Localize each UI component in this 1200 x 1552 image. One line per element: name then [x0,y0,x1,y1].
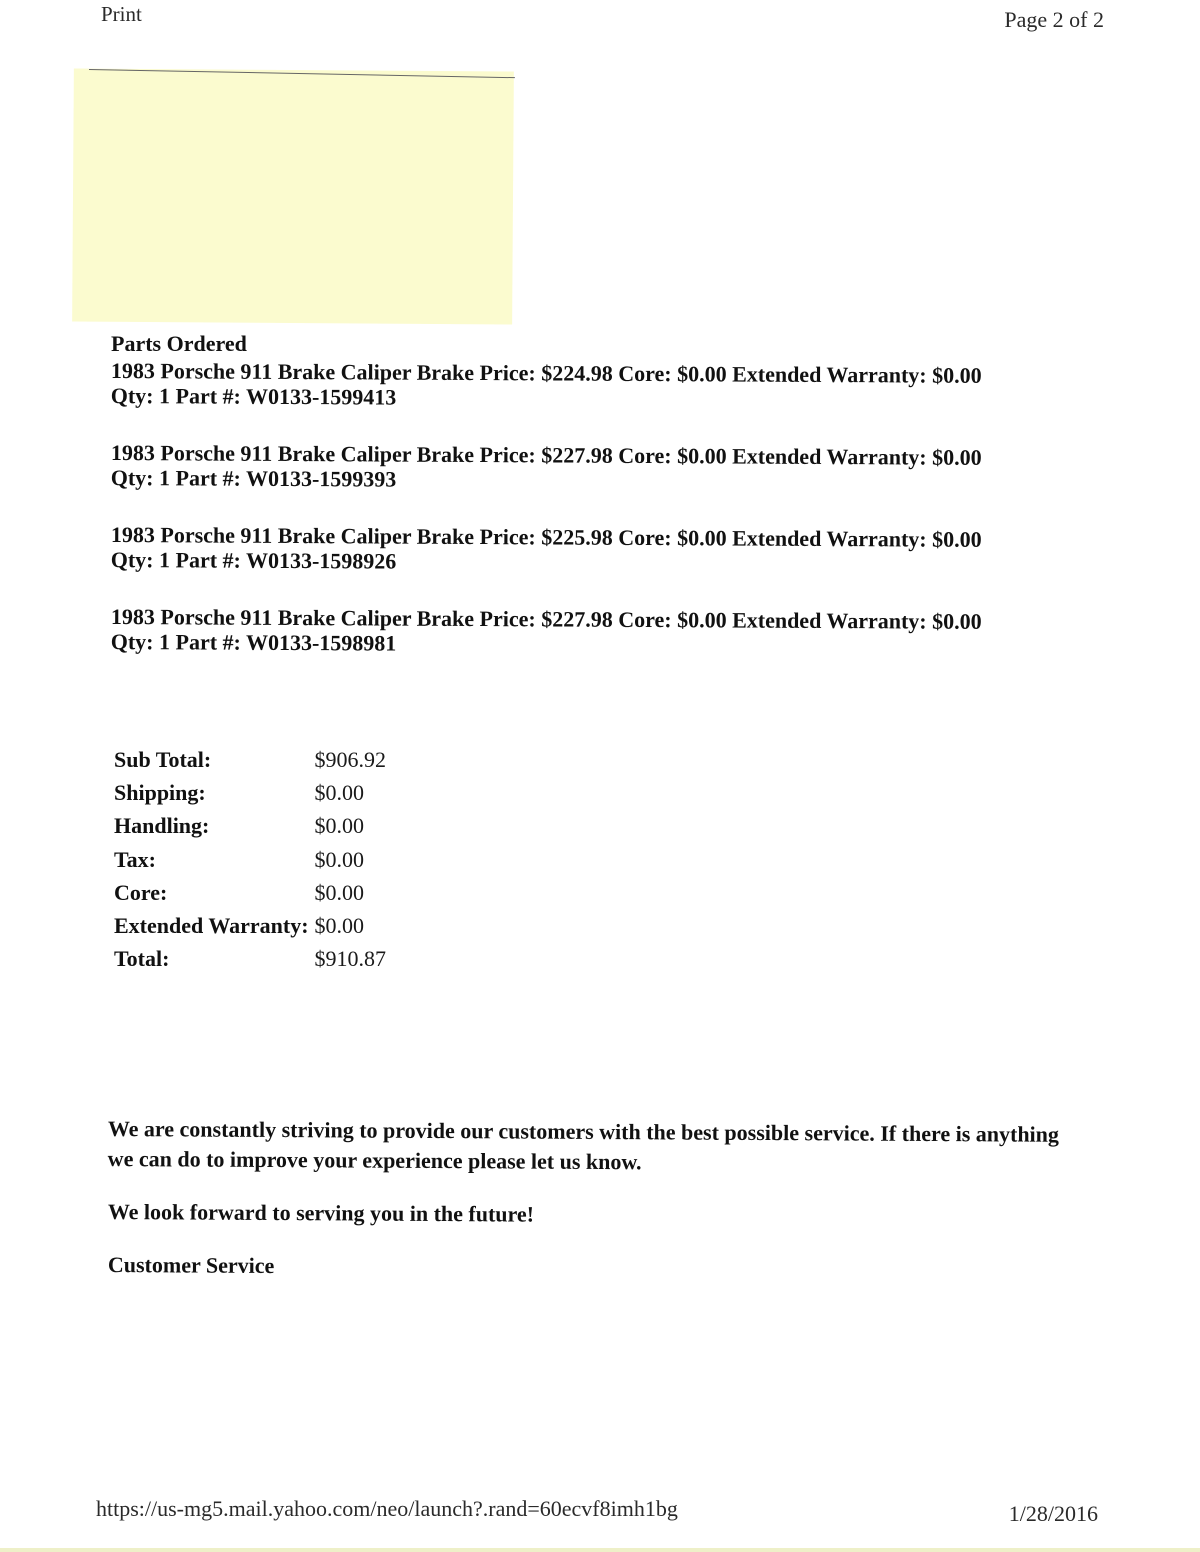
shipping-row [114,776,386,809]
closing-message [108,1114,1068,1280]
part-item [111,522,1091,577]
tax-row [114,843,386,876]
handling-value: $0.00 [314,813,365,839]
total-value: $910.87 [314,946,387,972]
core-label: Core: [114,879,168,905]
parts-ordered-section [111,331,1091,686]
signature: Customer Service [107,1252,275,1279]
subtotal-label: Sub Total: [114,746,212,772]
service-message: We are constantly striving to provide our customers with the best possible service. If there is anything we can do to improve your experience please let us know. [107,1116,1060,1175]
part-qty-number: Qty: 1 Part #: W0133-1599393 [110,464,397,492]
part-item [111,358,1091,413]
core-value: $0.00 [314,879,365,905]
core-row [114,876,386,909]
shipping-label: Shipping: [114,779,206,805]
shipping-value: $0.00 [314,779,365,805]
parts-ordered-title: Parts Ordered [111,331,247,356]
extended-warranty-label: Extended Warranty: [114,913,309,939]
page-number: Page 2 of 2 [1004,7,1104,32]
subtotal-value: $906.92 [314,746,387,772]
page-url: https://us-mg5.mail.yahoo.com/neo/launch?.rand=60ecvf8imh1bg [96,1496,678,1521]
part-qty-number: Qty: 1 Part #: W0133-1599413 [110,382,397,410]
part-description: 1983 Porsche 911 Brake Caliper Brake Price: $225.98 Core: $0.00 Extended Warranty: $0.00 [110,522,982,552]
tax-label: Tax: [114,846,156,872]
total-row [114,943,386,976]
scan-edge [0,1548,1200,1552]
part-description: 1983 Porsche 911 Brake Caliper Brake Price: $227.98 Core: $0.00 Extended Warranty: $0.00 [110,604,982,634]
order-totals-table [114,743,386,976]
thank-you-message: We look forward to serving you in the future! [107,1199,535,1227]
part-qty-number: Qty: 1 Part #: W0133-1598926 [110,546,397,574]
print-date: 1/28/2016 [1008,1501,1098,1526]
subtotal-row [114,743,386,776]
handling-label: Handling: [114,813,210,839]
extended-warranty-value: $0.00 [314,913,365,939]
tax-value: $0.00 [314,846,365,872]
part-item [111,440,1091,495]
part-qty-number: Qty: 1 Part #: W0133-1598981 [110,628,397,656]
part-item [111,604,1091,659]
print-label: Print [101,2,142,26]
redacted-address-block [72,68,514,324]
total-label: Total: [114,946,170,972]
handling-row [114,810,386,843]
extended-warranty-row [114,909,386,942]
part-description: 1983 Porsche 911 Brake Caliper Brake Price: $224.98 Core: $0.00 Extended Warranty: $0.00 [110,358,982,388]
part-description: 1983 Porsche 911 Brake Caliper Brake Price: $227.98 Core: $0.00 Extended Warranty: $0.00 [110,440,982,470]
